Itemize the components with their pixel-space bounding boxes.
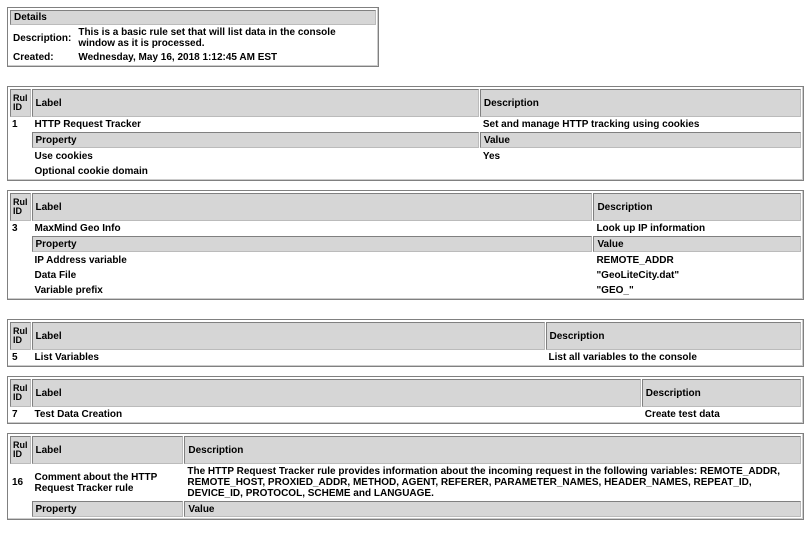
created-value: Wednesday, May 16, 2018 1:12:45 AM EST [78, 52, 278, 63]
description-header: Description [642, 379, 801, 407]
rule-table [7, 376, 804, 424]
description-label: Description: [13, 32, 72, 44]
rule-id: 16 [12, 477, 24, 488]
property-row [10, 149, 801, 163]
property-name: Data File [34, 269, 77, 281]
rule-id-header: Rul ID [10, 89, 31, 117]
rule-label: List Variables [34, 352, 99, 363]
rule-id: 3 [12, 223, 18, 234]
rule-description: List all variables to the console [548, 352, 697, 363]
property-value: "GeoLiteCity.dat" [596, 269, 680, 281]
label-header: Label [32, 436, 184, 464]
details-panel [7, 7, 379, 67]
property-value: REMOTE_ADDR [596, 254, 674, 266]
property-row [10, 268, 801, 282]
rule-table [7, 433, 804, 520]
label-header: Label [32, 89, 479, 117]
value-header: Value [480, 132, 801, 148]
rule-id-header: Rul ID [10, 322, 31, 350]
label-header: Label [32, 379, 641, 407]
value-header: Value [184, 501, 801, 517]
property-value [480, 164, 801, 178]
description-header: Description [593, 193, 801, 221]
rule-table [7, 190, 804, 300]
property-header: Property [32, 501, 184, 517]
rule-description: Look up IP information [596, 223, 706, 234]
rule-id-header: Rul ID [10, 436, 31, 464]
created-label: Created: [13, 52, 54, 63]
details-title: Details [10, 10, 376, 25]
rule-label: Comment about the HTTP Request Tracker rule [34, 471, 158, 494]
description-value: This is a basic rule set that will list data in the console window as it is processed. [78, 27, 336, 49]
rule-label: MaxMind Geo Info [34, 223, 121, 234]
property-row [10, 283, 801, 297]
rule-id: 7 [12, 409, 18, 420]
rule-id: 5 [12, 352, 18, 363]
property-value: Yes [482, 150, 501, 162]
description-header: Description [546, 322, 802, 350]
property-row [10, 253, 801, 267]
rule-table [7, 86, 804, 181]
label-header: Label [32, 322, 545, 350]
rule-id: 1 [12, 119, 18, 130]
property-name: Use cookies [34, 150, 93, 162]
property-header: Property [32, 236, 593, 252]
rule-id-header: Rul ID [10, 379, 31, 407]
rule-description: Set and manage HTTP tracking using cookies [482, 119, 700, 130]
property-header: Property [32, 132, 479, 148]
property-name: IP Address variable [34, 254, 127, 266]
rule-table [7, 319, 804, 367]
description-header: Description [480, 89, 801, 117]
property-value: "GEO_" [596, 284, 634, 296]
property-row [10, 164, 801, 178]
rule-label: Test Data Creation [34, 409, 123, 420]
property-name: Optional cookie domain [34, 165, 148, 177]
rule-label: HTTP Request Tracker [34, 119, 142, 130]
property-name: Variable prefix [34, 284, 103, 296]
description-header: Description [184, 436, 801, 464]
rule-description: Create test data [644, 409, 720, 420]
value-header: Value [593, 236, 801, 252]
rule-id-header: Rul ID [10, 193, 31, 221]
label-header: Label [32, 193, 593, 221]
rule-description: The HTTP Request Tracker rule provides information about the incoming request in the following variables: REMOTE_ADDR, REMOTE_HOST, PROXIED_ADDR, METHOD, AGENT, REFERER, PARAMETER_NAMES, HEADER_NAMES, REPEAT_ID, DEVICE_ID, PROTOCOL, SCHEME and LANGUAGE. [187, 466, 781, 499]
